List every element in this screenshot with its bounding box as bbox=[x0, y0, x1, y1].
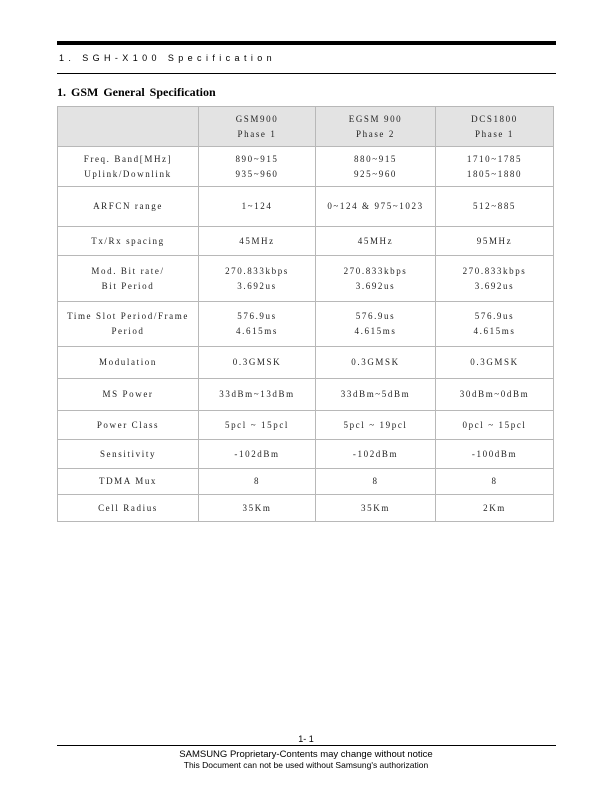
table-row-tdma-mux bbox=[58, 469, 554, 495]
value-cell: 576.9us 4.615ms bbox=[436, 302, 554, 347]
table-row-freq-band bbox=[58, 147, 554, 187]
value-cell: 8 bbox=[199, 469, 316, 495]
gsm-spec-table bbox=[57, 106, 554, 522]
corner-cell bbox=[58, 107, 199, 147]
value-cell: 33dBm~5dBm bbox=[316, 379, 436, 411]
value-cell: 270.833kbps 3.692us bbox=[199, 256, 316, 302]
section-title: 1. GSM General Specification bbox=[57, 85, 216, 99]
row-label: Freq. Band[MHz] Uplink/Downlink bbox=[58, 147, 199, 187]
table-row-modulation bbox=[58, 347, 554, 379]
table-row-bit-rate bbox=[58, 256, 554, 302]
value-cell: 30dBm~0dBm bbox=[436, 379, 554, 411]
value-cell: -102dBm bbox=[316, 440, 436, 469]
row-label: Cell Radius bbox=[58, 495, 199, 522]
value-cell: 270.833kbps 3.692us bbox=[316, 256, 436, 302]
row-label: Power Class bbox=[58, 411, 199, 440]
value-cell: 270.833kbps 3.692us bbox=[436, 256, 554, 302]
header-top-rule bbox=[57, 41, 556, 45]
value-cell: 890~915 935~960 bbox=[199, 147, 316, 187]
table-row-tx-rx-spacing bbox=[58, 227, 554, 256]
row-label: Mod. Bit rate/ Bit Period bbox=[58, 256, 199, 302]
value-cell: 1710~1785 1805~1880 bbox=[436, 147, 554, 187]
running-header-title: 1. SGH-X100 Specification bbox=[59, 53, 277, 63]
value-cell: 0.3GMSK bbox=[436, 347, 554, 379]
row-label: Tx/Rx spacing bbox=[58, 227, 199, 256]
value-cell: 0pcl ~ 15pcl bbox=[436, 411, 554, 440]
table-row-ms-power bbox=[58, 379, 554, 411]
row-label: ARFCN range bbox=[58, 187, 199, 227]
table-row-arfcn-range bbox=[58, 187, 554, 227]
footer-rule bbox=[57, 745, 556, 746]
value-cell: 95MHz bbox=[436, 227, 554, 256]
header-bottom-rule bbox=[57, 73, 556, 74]
value-cell: -100dBm bbox=[436, 440, 554, 469]
page-number: 1- 1 bbox=[298, 734, 314, 744]
column-header-gsm900: GSM900 Phase 1 bbox=[199, 107, 316, 147]
value-cell: 45MHz bbox=[316, 227, 436, 256]
value-cell: 0~124 & 975~1023 bbox=[316, 187, 436, 227]
value-cell: 880~915 925~960 bbox=[316, 147, 436, 187]
table-row-time-slot bbox=[58, 302, 554, 347]
value-cell: 33dBm~13dBm bbox=[199, 379, 316, 411]
footer-authorization-notice: This Document can not be used without Samsung's authorization bbox=[183, 760, 429, 770]
column-header-dcs1800: DCS1800 Phase 1 bbox=[436, 107, 554, 147]
value-cell: 8 bbox=[436, 469, 554, 495]
value-cell: 8 bbox=[316, 469, 436, 495]
table-row-cell-radius bbox=[58, 495, 554, 522]
row-label: Modulation bbox=[58, 347, 199, 379]
value-cell: 45MHz bbox=[199, 227, 316, 256]
row-label: Time Slot Period/Frame Period bbox=[58, 302, 199, 347]
column-header-egsm900: EGSM 900 Phase 2 bbox=[316, 107, 436, 147]
value-cell: 512~885 bbox=[436, 187, 554, 227]
value-cell: 2Km bbox=[436, 495, 554, 522]
table-header-row bbox=[58, 107, 554, 147]
value-cell: 0.3GMSK bbox=[199, 347, 316, 379]
table-row-power-class bbox=[58, 411, 554, 440]
value-cell: 0.3GMSK bbox=[316, 347, 436, 379]
value-cell: 5pcl ~ 19pcl bbox=[316, 411, 436, 440]
value-cell: 576.9us 4.615ms bbox=[316, 302, 436, 347]
table-row-sensitivity bbox=[58, 440, 554, 469]
value-cell: 35Km bbox=[199, 495, 316, 522]
value-cell: 5pcl ~ 15pcl bbox=[199, 411, 316, 440]
value-cell: 576.9us 4.615ms bbox=[199, 302, 316, 347]
row-label: Sensitivity bbox=[58, 440, 199, 469]
value-cell: 35Km bbox=[316, 495, 436, 522]
value-cell: 1~124 bbox=[199, 187, 316, 227]
footer-proprietary-notice: SAMSUNG Proprietary-Contents may change without notice bbox=[179, 749, 433, 760]
row-label: MS Power bbox=[58, 379, 199, 411]
value-cell: -102dBm bbox=[199, 440, 316, 469]
row-label: TDMA Mux bbox=[58, 469, 199, 495]
